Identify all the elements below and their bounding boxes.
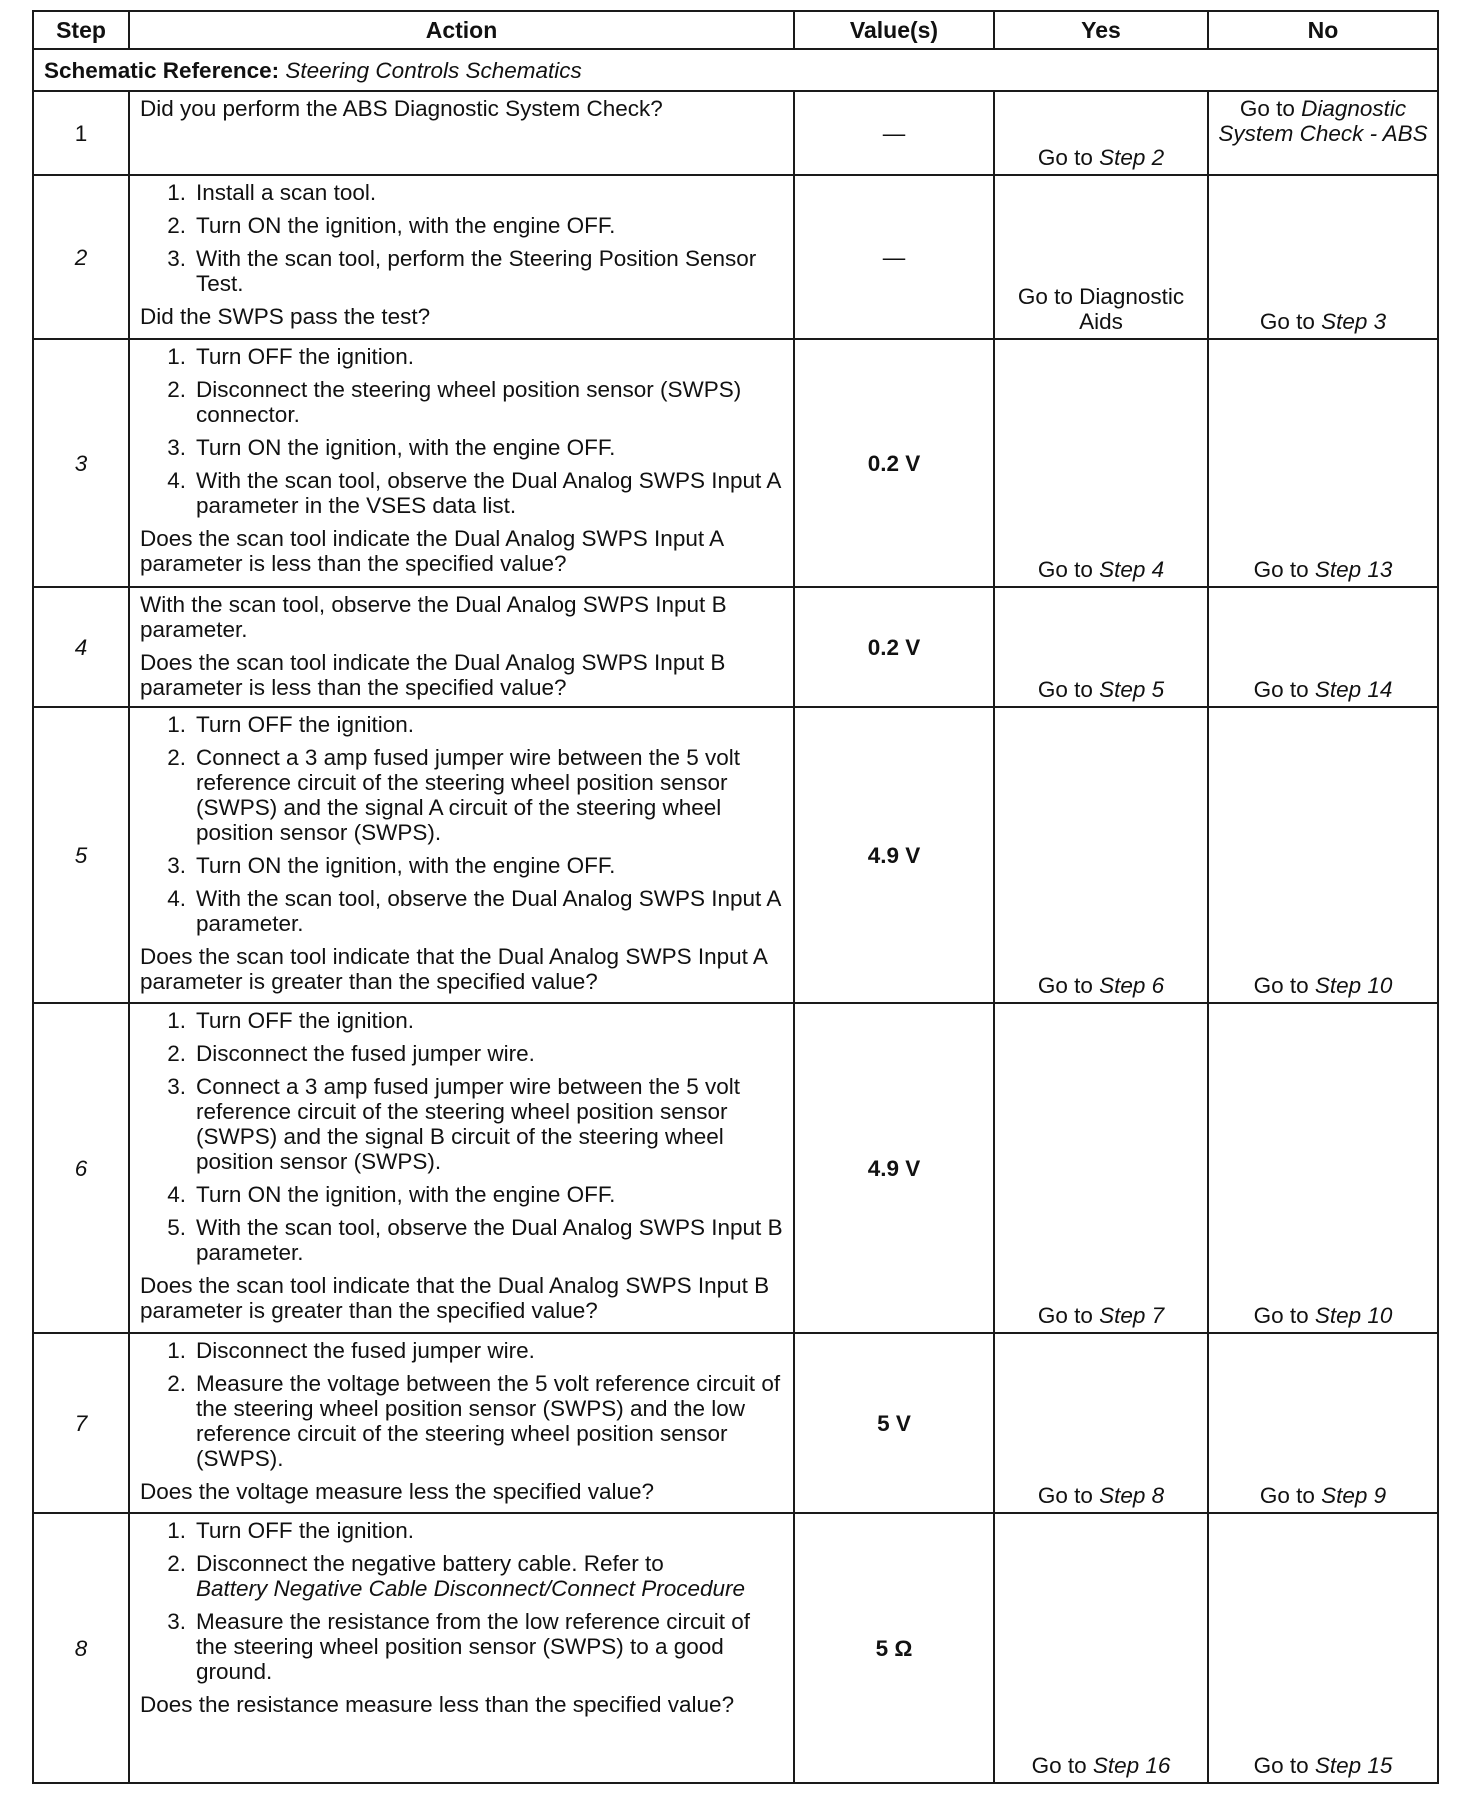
yes-step-link: Step 16	[1092, 1753, 1171, 1778]
no-step-link: Step 13	[1314, 557, 1393, 582]
step-number: 6	[74, 1155, 88, 1181]
yes-cell	[994, 91, 1208, 175]
value-cell: 5 V	[794, 1333, 994, 1513]
action-step-number: 1.	[167, 1338, 186, 1363]
step-number: 1	[74, 120, 88, 146]
action-step-number: 2.	[167, 377, 186, 402]
step-number: 7	[74, 1410, 88, 1436]
no-step-link: Diagnostic System Check - ABS	[1218, 96, 1428, 146]
step-number-cell	[33, 1333, 129, 1513]
yes-cell	[994, 587, 1208, 707]
step-number: 4	[74, 634, 88, 660]
action-step-number: 1.	[167, 1518, 186, 1543]
schematic-reference-row	[33, 49, 1438, 91]
no-cell	[1208, 707, 1438, 1003]
action-step-text: With the scan tool, perform the Steering Position Sensor Test.	[196, 246, 757, 296]
action-step-number: 2.	[167, 1041, 186, 1066]
action-question: Does the scan tool indicate that the Dual Analog SWPS Input B parameter is greater than the specified value?	[140, 1273, 770, 1323]
action-steps	[140, 712, 783, 936]
no-step-link: Step 10	[1314, 1303, 1393, 1328]
step-number-cell	[33, 1513, 129, 1783]
no-step-link: Step 15	[1314, 1753, 1393, 1778]
step-row	[33, 91, 1438, 175]
no-step-link: Step 14	[1314, 677, 1393, 702]
action-cell	[129, 1513, 794, 1783]
action-step	[140, 180, 783, 205]
step-row	[33, 175, 1438, 339]
action-step-text: Disconnect the steering wheel position sensor (SWPS) connector.	[196, 377, 742, 427]
step-number: 2	[74, 244, 88, 270]
action-step-text: Disconnect the fused jumper wire.	[196, 1041, 535, 1066]
action-cell	[129, 1003, 794, 1333]
action-intro: With the scan tool, observe the Dual Analog SWPS Input B parameter.	[140, 592, 727, 642]
no-cell	[1208, 175, 1438, 339]
no-cell	[1208, 1333, 1438, 1513]
value-cell: —	[794, 175, 994, 339]
yes-go-to: Go to	[1037, 677, 1100, 702]
yes-step-link: Step 4	[1099, 557, 1165, 582]
action-step-text-plain: Disconnect the negative battery cable. Refer to	[196, 1551, 664, 1576]
action-step-text	[196, 1551, 783, 1601]
action-cell	[129, 175, 794, 339]
action-step	[140, 853, 783, 878]
header-no: No	[1208, 11, 1438, 49]
action-step-number: 1.	[167, 1008, 186, 1033]
action-steps	[140, 1008, 783, 1265]
step-number: 3	[74, 450, 88, 476]
action-step-number: 3.	[167, 1609, 186, 1634]
step-number-cell	[33, 1003, 129, 1333]
action-step-number: 4.	[167, 1182, 186, 1207]
action-step-text: Turn OFF the ignition.	[196, 344, 415, 369]
action-step-number: 2.	[167, 745, 186, 770]
yes-cell	[994, 707, 1208, 1003]
action-step-text: Turn OFF the ignition.	[196, 712, 415, 737]
no-cell	[1208, 91, 1438, 175]
action-question: Does the voltage measure less the specified value?	[140, 1479, 655, 1504]
action-step-text: Turn ON the ignition, with the engine OFF.	[196, 435, 616, 460]
no-step-link: Step 9	[1321, 1483, 1387, 1508]
value-cell: 0.2 V	[794, 339, 994, 587]
value-cell: —	[794, 91, 994, 175]
action-step-number: 2.	[167, 1371, 186, 1396]
yes-step-link: Step 8	[1099, 1483, 1165, 1508]
yes-go-to: Go to	[1031, 1753, 1093, 1778]
action-step	[140, 1518, 783, 1543]
step-row	[33, 707, 1438, 1003]
yes-go-to: Go to	[1037, 1303, 1100, 1328]
schematic-reference-link: Steering Controls Schematics	[285, 57, 582, 83]
yes-step-link: Step 2	[1099, 145, 1165, 170]
action-step	[140, 1008, 783, 1033]
step-row	[33, 1513, 1438, 1783]
action-step-number: 2.	[167, 1551, 186, 1576]
action-step	[140, 435, 783, 460]
action-steps	[140, 344, 783, 518]
action-step	[140, 1215, 783, 1265]
value-cell: 5 Ω	[794, 1513, 994, 1783]
value-cell: 4.9 V	[794, 707, 994, 1003]
action-step-number: 3.	[167, 853, 186, 878]
action-intro: Did you perform the ABS Diagnostic System Check?	[140, 96, 663, 121]
yes-go-to: Go to Diagnostic Aids	[1017, 284, 1185, 334]
yes-step-link: Step 7	[1099, 1303, 1165, 1328]
no-go-to: Go to	[1253, 677, 1315, 702]
no-go-to: Go to	[1253, 1303, 1315, 1328]
step-row	[33, 587, 1438, 707]
action-step	[140, 1041, 783, 1066]
step-number-cell	[33, 707, 129, 1003]
action-step-number: 4.	[167, 886, 186, 911]
header-yes: Yes	[994, 11, 1208, 49]
action-step	[140, 213, 783, 238]
procedure-document	[32, 10, 1439, 1784]
action-step-text: Measure the voltage between the 5 volt reference circuit of the steering wheel position sensor (SWPS) and the low reference circuit of the steering wheel position sensor (SWPS).	[196, 1371, 781, 1471]
procedure-reference-link: Battery Negative Cable Disconnect/Connect Procedure	[196, 1576, 746, 1601]
action-step-number: 3.	[167, 435, 186, 460]
no-go-to: Go to	[1253, 557, 1315, 582]
yes-go-to: Go to	[1037, 557, 1100, 582]
action-question: Did the SWPS pass the test?	[140, 304, 431, 329]
action-step-text: Turn OFF the ignition.	[196, 1518, 415, 1543]
step-row	[33, 1333, 1438, 1513]
no-go-to: Go to	[1259, 1483, 1322, 1508]
yes-cell	[994, 339, 1208, 587]
action-step-number: 3.	[167, 246, 186, 271]
action-step-number: 1.	[167, 712, 186, 737]
yes-cell	[994, 1333, 1208, 1513]
action-step	[140, 1074, 783, 1174]
action-step-number: 3.	[167, 1074, 186, 1099]
action-step-text: Turn ON the ignition, with the engine OFF.	[196, 853, 616, 878]
action-step	[140, 1371, 783, 1471]
yes-go-to: Go to	[1037, 973, 1100, 998]
yes-step-link: Step 6	[1099, 973, 1165, 998]
action-step-text: Connect a 3 amp fused jumper wire between the 5 volt reference circuit of the steering wheel position sensor (SWPS) and the signal B circuit of the steering wheel position sensor (SWPS).	[196, 1074, 741, 1174]
action-steps	[140, 1338, 783, 1471]
step-number-cell	[33, 587, 129, 707]
action-step	[140, 377, 783, 427]
action-step	[140, 712, 783, 737]
no-go-to: Go to	[1259, 309, 1322, 334]
no-cell	[1208, 587, 1438, 707]
action-step	[140, 1338, 783, 1363]
no-go-to: Go to	[1239, 96, 1302, 121]
yes-go-to: Go to	[1037, 1483, 1100, 1508]
no-step-link: Step 3	[1321, 309, 1387, 334]
schematic-reference-cell	[33, 49, 1438, 91]
no-cell	[1208, 1003, 1438, 1333]
no-go-to: Go to	[1253, 973, 1315, 998]
action-step	[140, 1551, 783, 1601]
action-steps	[140, 180, 783, 296]
action-cell	[129, 1333, 794, 1513]
action-step-number: 5.	[167, 1215, 186, 1240]
step-row	[33, 1003, 1438, 1333]
step-number: 5	[74, 842, 88, 868]
header-row	[33, 11, 1438, 49]
action-step	[140, 246, 783, 296]
action-step-number: 1.	[167, 344, 186, 369]
action-question: Does the scan tool indicate the Dual Analog SWPS Input A parameter is less than the specified value?	[140, 526, 723, 576]
action-step-text: Disconnect the fused jumper wire.	[196, 1338, 535, 1363]
step-number: 8	[74, 1635, 88, 1661]
no-cell	[1208, 1513, 1438, 1783]
step-number-cell	[33, 175, 129, 339]
yes-cell	[994, 1003, 1208, 1333]
action-step	[140, 344, 783, 369]
action-cell	[129, 707, 794, 1003]
step-number-cell	[33, 339, 129, 587]
action-question: Does the scan tool indicate the Dual Analog SWPS Input B parameter is less than the specified value?	[140, 650, 726, 700]
action-step-text: With the scan tool, observe the Dual Analog SWPS Input B parameter.	[196, 1215, 783, 1265]
action-question: Does the resistance measure less than the specified value?	[140, 1692, 735, 1717]
no-go-to: Go to	[1253, 1753, 1315, 1778]
action-step-text: Measure the resistance from the low reference circuit of the steering wheel position sensor (SWPS) to a good ground.	[196, 1609, 750, 1684]
diagnostic-table	[32, 10, 1439, 1784]
action-step	[140, 468, 783, 518]
header-step: Step	[33, 11, 129, 49]
yes-go-to: Go to	[1037, 145, 1100, 170]
no-step-link: Step 10	[1314, 973, 1393, 998]
action-step-text: Turn OFF the ignition.	[196, 1008, 415, 1033]
action-step	[140, 745, 783, 845]
header-values: Value(s)	[794, 11, 994, 49]
action-step-text: Install a scan tool.	[196, 180, 377, 205]
step-row	[33, 339, 1438, 587]
yes-step-link: Step 5	[1099, 677, 1165, 702]
yes-cell	[994, 1513, 1208, 1783]
action-step	[140, 886, 783, 936]
action-step	[140, 1182, 783, 1207]
yes-cell	[994, 175, 1208, 339]
action-step-text: With the scan tool, observe the Dual Analog SWPS Input A parameter.	[196, 886, 781, 936]
action-question: Does the scan tool indicate that the Dual Analog SWPS Input A parameter is greater than the specified value?	[140, 944, 767, 994]
action-step-number: 4.	[167, 468, 186, 493]
action-step-number: 1.	[167, 180, 186, 205]
action-step	[140, 1609, 783, 1684]
action-cell	[129, 91, 794, 175]
no-cell	[1208, 339, 1438, 587]
value-cell: 0.2 V	[794, 587, 994, 707]
step-number-cell	[33, 91, 129, 175]
action-step-number: 2.	[167, 213, 186, 238]
action-cell	[129, 339, 794, 587]
action-step-text: With the scan tool, observe the Dual Analog SWPS Input A parameter in the VSES data list.	[196, 468, 781, 518]
action-steps	[140, 1518, 783, 1684]
value-cell: 4.9 V	[794, 1003, 994, 1333]
header-action: Action	[129, 11, 794, 49]
schematic-reference-label: Schematic Reference:	[44, 57, 280, 83]
action-step-text: Turn ON the ignition, with the engine OFF.	[196, 213, 616, 238]
action-step-text: Connect a 3 amp fused jumper wire between the 5 volt reference circuit of the steering wheel position sensor (SWPS) and the signal A circuit of the steering wheel position sensor (SWPS).	[196, 745, 741, 845]
action-step-text: Turn ON the ignition, with the engine OFF.	[196, 1182, 616, 1207]
action-cell	[129, 587, 794, 707]
